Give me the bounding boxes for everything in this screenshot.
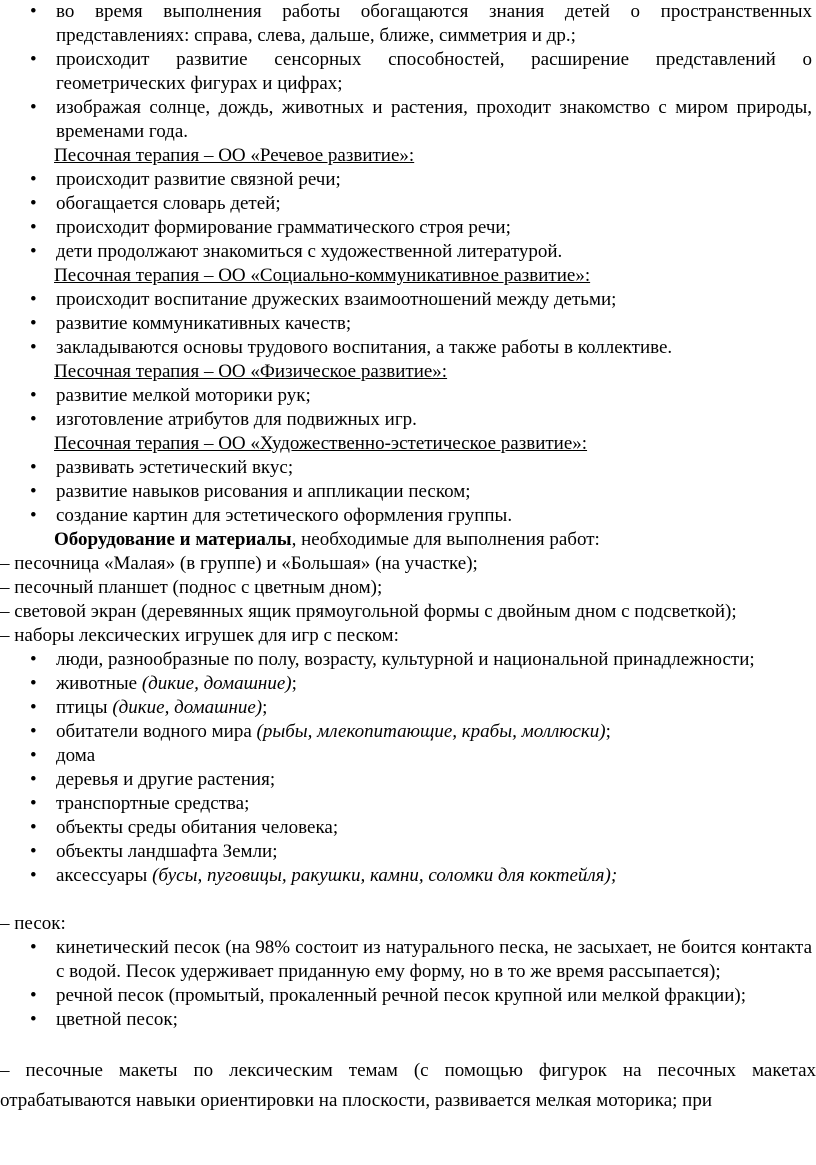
list-item: • развитие коммуникативных качеств; xyxy=(0,312,816,336)
list-item: • объекты ландшафта Земли; xyxy=(0,840,816,864)
section-heading-speech: Песочная терапия – ОО «Речевое развитие»: xyxy=(54,145,415,166)
list-item: • транспортные средства; xyxy=(0,792,816,816)
toys-list xyxy=(0,648,816,888)
list-item: • люди, разнообразные по полу, возрасту, культурной и национальной принадлежности; xyxy=(0,648,816,672)
list-item: • обитатели водного мира (рыбы, млекопитающие, крабы, моллюски); xyxy=(0,720,816,744)
list-item: • деревья и другие растения; xyxy=(0,768,816,792)
list-item: • аксессуары (бусы, пуговицы, ракушки, камни, соломки для коктейля); xyxy=(0,864,816,888)
list-item: • дети продолжают знакомиться с художественной литературой. xyxy=(0,240,816,264)
spacer xyxy=(0,888,816,912)
dash-item: – песочница «Малая» (в группе) и «Большая» (на участке); xyxy=(0,553,478,574)
section-heading-physical: Песочная терапия – ОО «Физическое развитие»: xyxy=(54,361,448,382)
list-item: • закладываются основы трудового воспитания, а также работы в коллективе. xyxy=(0,336,816,360)
sand-list xyxy=(0,936,816,1032)
list-item: • изображая солнце, дождь, животных и растения, проходит знакомство с миром природы, временами года. xyxy=(0,96,816,144)
list-item: • развивать эстетический вкус; xyxy=(0,456,816,480)
list-item: • происходит развитие сенсорных способностей, расширение представлений о геометрических фигурах и цифрах; xyxy=(0,48,816,96)
list-item: • объекты среды обитания человека; xyxy=(0,816,816,840)
dash-item: – песочный планшет (поднос с цветным дном); xyxy=(0,577,383,598)
dash-item: – наборы лексических игрушек для игр с песком: xyxy=(0,625,399,646)
list-item: • изготовление атрибутов для подвижных игр. xyxy=(0,408,816,432)
dash-item: – световой экран (деревянных ящик прямоугольной формы с двойным дном с подсветкой); xyxy=(0,601,737,622)
list-item: • животные (дикие, домашние); xyxy=(0,672,816,696)
list-item: • создание картин для эстетического оформления группы. xyxy=(0,504,816,528)
equipment-title: Оборудование и материалы xyxy=(54,529,292,550)
bottom-paragraph: – песочные макеты по лексическим темам (с помощью фигурок на песочных макетах отрабатываются навыки ориентировки на плоскости, развивается мелкая моторика; при xyxy=(0,1060,816,1111)
list-item: • кинетический песок (на 98% состоит из натурального песка, не засыхает, не боится контакта с водой. Песок удерживает приданную ему форму, но в то же время рассыпается); xyxy=(0,936,816,984)
equipment-heading xyxy=(0,528,816,552)
list-item: • обогащается словарь детей; xyxy=(0,192,816,216)
intro-list xyxy=(0,0,816,144)
list-item: • цветной песок; xyxy=(0,1008,816,1032)
list-item: • происходит формирование грамматического строя речи; xyxy=(0,216,816,240)
section-heading-social: Песочная терапия – ОО «Социально-коммуникативное развитие»: xyxy=(54,265,591,286)
spacer xyxy=(0,1032,816,1056)
section-heading-art: Песочная терапия – ОО «Художественно-эстетическое развитие»: xyxy=(54,433,588,454)
list-item: • развитие навыков рисования и аппликации песком; xyxy=(0,480,816,504)
list-item: • развитие мелкой моторики рук; xyxy=(0,384,816,408)
list-item: • дома xyxy=(0,744,816,768)
list-item: • речной песок (промытый, прокаленный речной песок крупной или мелкой фракции); xyxy=(0,984,816,1008)
list-item: • происходит воспитание дружеских взаимоотношений между детьми; xyxy=(0,288,816,312)
list-item: • происходит развитие связной речи; xyxy=(0,168,816,192)
sand-heading: – песок: xyxy=(0,913,66,934)
list-item: • во время выполнения работы обогащаются знания детей о пространственных представлениях: справа, слева, дальше, ближе, симметрия и др.; xyxy=(0,0,816,48)
equipment-rest: , необходимые для выполнения работ: xyxy=(291,529,600,550)
list-item: • птицы (дикие, домашние); xyxy=(0,696,816,720)
